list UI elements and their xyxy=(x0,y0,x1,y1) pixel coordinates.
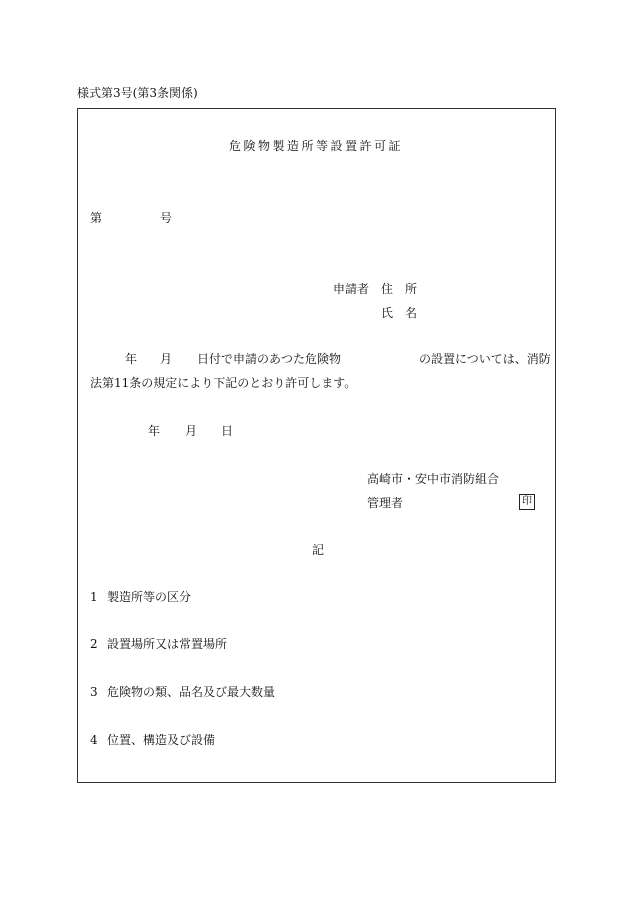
application-date-year: 年 xyxy=(125,352,138,366)
application-date-month: 月 xyxy=(160,352,173,366)
item-text: 製造所等の区分 xyxy=(107,590,192,604)
seal-mark: 印 xyxy=(519,494,535,510)
issuer-organization: 高崎市・安中市消防組合 xyxy=(367,472,500,486)
document-title: 危険物製造所等設置許可証 xyxy=(229,139,404,153)
notes-heading: 記 xyxy=(312,543,325,557)
issue-date-day: 日 xyxy=(221,424,234,438)
applicant-label: 申請者 xyxy=(333,282,370,296)
item-number: 4 xyxy=(90,733,98,747)
item-text: 位置、構造及び設備 xyxy=(107,733,216,747)
item-number: 3 xyxy=(90,685,98,699)
item-text: 設置場所又は常置場所 xyxy=(107,637,228,651)
number-prefix: 第 xyxy=(90,211,103,225)
permission-clause: の設置については、消防 xyxy=(419,352,551,366)
applicant-name-label: 氏 名 xyxy=(381,306,418,320)
form-frame xyxy=(77,108,556,783)
issue-date-year: 年 xyxy=(148,424,161,438)
issuer-role: 管理者 xyxy=(367,496,404,510)
number-suffix: 号 xyxy=(160,211,173,225)
applicant-address-label: 住 所 xyxy=(381,282,418,296)
application-date-clause: 日付で申請のあつた危険物 xyxy=(197,352,342,366)
permission-clause-line2: 法第11条の規定により下記のとおり許可します。 xyxy=(90,376,357,390)
form-label: 様式第3号(第3条関係) xyxy=(77,86,198,100)
item-number: 2 xyxy=(90,637,98,651)
item-text: 危険物の類、品名及び最大数量 xyxy=(107,685,276,699)
issue-date-month: 月 xyxy=(185,424,198,438)
item-number: 1 xyxy=(90,590,98,604)
